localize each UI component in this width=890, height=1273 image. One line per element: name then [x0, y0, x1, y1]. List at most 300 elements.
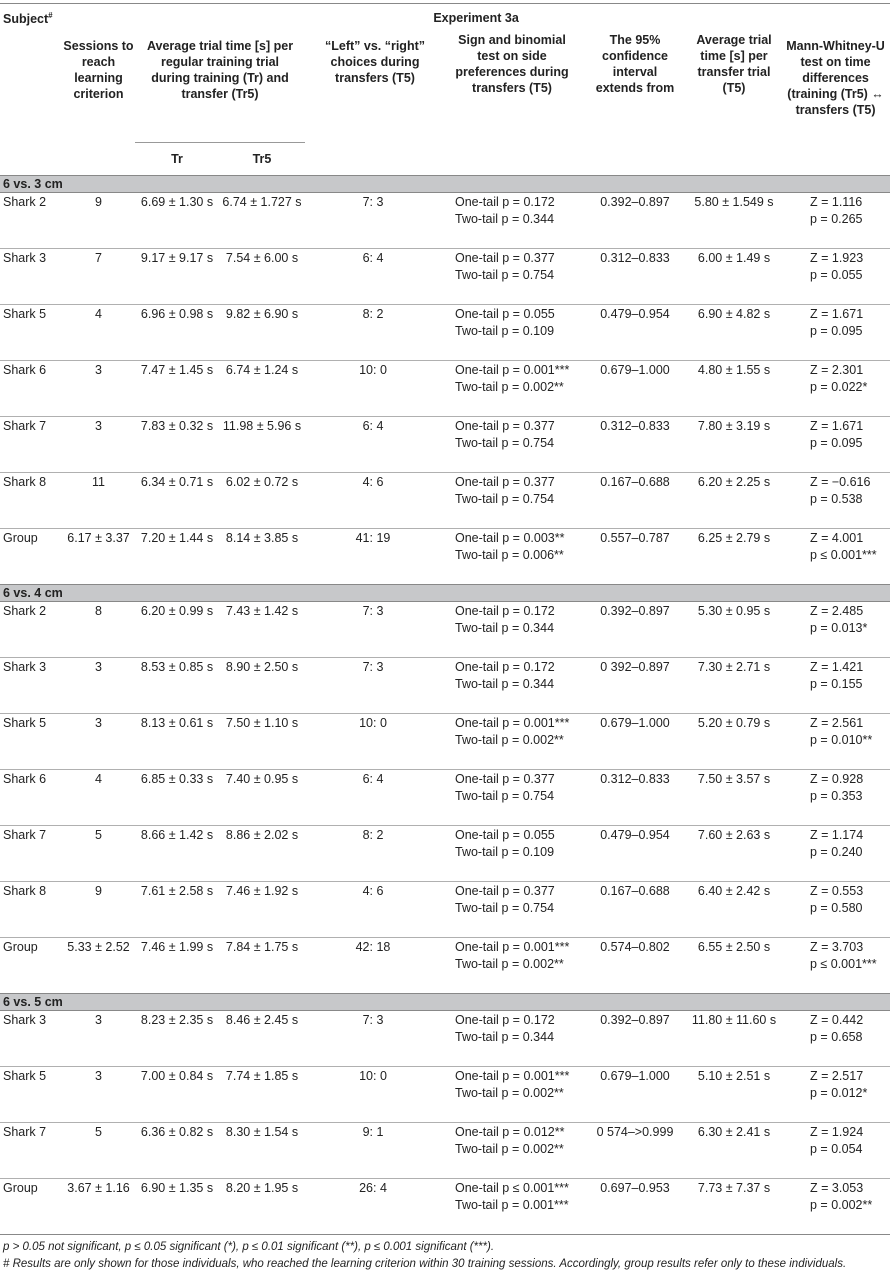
cell-text: 6.20 ± 0.99 s	[140, 604, 214, 618]
cell-text: 9: 1	[362, 1125, 384, 1139]
cell-text: 7.84 ± 1.75 s	[225, 940, 299, 954]
cell-tr5	[219, 305, 305, 361]
cell-mann-whitney	[781, 249, 890, 305]
cell-text: p ≤ 0.001***	[810, 957, 877, 971]
cell-text: 0.479–0.954	[600, 828, 670, 842]
subject-footnote: # Results are only shown for those individuals, who reached the learning criterion within 30 training sessions. Accordingly, group results refer only to these individuals.	[3, 1258, 847, 1270]
cell-text: Two-tail p = 0.002**	[455, 957, 564, 971]
cell-text: 8.14 ± 3.85 s	[225, 531, 299, 545]
cell-text: 7.60 ± 2.63 s	[697, 828, 771, 842]
cell-text: Z = 2.485	[810, 604, 864, 618]
cell-subject	[0, 305, 62, 361]
cell-left-right	[305, 1179, 441, 1235]
cell-mann-whitney	[781, 473, 890, 529]
cell-text: p = 0.095	[810, 436, 863, 450]
cell-text: Z = 1.421	[810, 660, 864, 674]
cell-confidence-interval	[583, 249, 687, 305]
cell-text: Shark 7	[3, 419, 47, 433]
cell-text: 7: 3	[362, 660, 384, 674]
cell-text: Two-tail p = 0.002**	[455, 1086, 564, 1100]
cell-text: 8.86 ± 2.02 s	[225, 828, 299, 842]
table-row	[0, 305, 890, 361]
cell-text: Z = 1.116	[810, 195, 863, 209]
cell-avg-transfer-time	[687, 1011, 781, 1067]
cell-text: 6.36 ± 0.82 s	[140, 1125, 214, 1139]
cell-avg-transfer-time	[687, 658, 781, 714]
cell-sign-test	[441, 361, 583, 417]
cell-text: One-tail p = 0.377	[455, 419, 555, 433]
cell-left-right	[305, 658, 441, 714]
cell-text: 0.574–0.802	[600, 940, 670, 954]
cell-text: 7.20 ± 1.44 s	[140, 531, 214, 545]
cell-text: p = 0.010**	[810, 733, 873, 747]
cell-left-right	[305, 1123, 441, 1179]
cell-sign-test	[441, 602, 583, 658]
cell-text: 7.40 ± 0.95 s	[225, 772, 299, 786]
cell-text: 7.00 ± 0.84 s	[140, 1069, 214, 1083]
cell-text: 6.90 ± 4.82 s	[697, 307, 771, 321]
cell-subject	[0, 658, 62, 714]
cell-mann-whitney	[781, 529, 890, 585]
cell-mann-whitney	[781, 417, 890, 473]
cell-mann-whitney	[781, 826, 890, 882]
cell-sessions	[62, 1179, 135, 1235]
cell-text: 3	[95, 1069, 102, 1083]
cell-confidence-interval	[583, 658, 687, 714]
cell-subject	[0, 602, 62, 658]
cell-text: 6.96 ± 0.98 s	[140, 307, 214, 321]
cell-sign-test	[441, 1011, 583, 1067]
cell-text: 6.74 ± 1.24 s	[225, 363, 299, 377]
cell-text: 0.697–0.953	[600, 1181, 670, 1195]
cell-text: 11.98 ± 5.96 s	[222, 419, 302, 433]
cell-subject	[0, 1179, 62, 1235]
col-avg-transfer-time: Average trial time [s] per transfer trial (T5)	[696, 33, 772, 95]
cell-tr5	[219, 714, 305, 770]
cell-avg-transfer-time	[687, 193, 781, 249]
cell-text: Two-tail p = 0.109	[455, 324, 555, 338]
cell-text: Z = 1.923	[810, 251, 864, 265]
cell-text: 8.13 ± 0.61 s	[140, 716, 214, 730]
cell-subject	[0, 938, 62, 994]
table-row	[0, 882, 890, 938]
cell-left-right	[305, 361, 441, 417]
cell-avg-transfer-time	[687, 1067, 781, 1123]
cell-left-right	[305, 529, 441, 585]
col-sign-binomial: Sign and binomial test on side preferences during transfers (T5)	[455, 33, 569, 95]
cell-text: Group	[3, 940, 38, 954]
cell-left-right	[305, 417, 441, 473]
cell-tr5	[219, 1011, 305, 1067]
cell-confidence-interval	[583, 361, 687, 417]
cell-text: 0 574–>0.999	[596, 1125, 674, 1139]
cell-sign-test	[441, 1067, 583, 1123]
cell-text: Z = 2.301	[810, 363, 864, 377]
cell-tr	[135, 473, 219, 529]
cell-text: 6: 4	[362, 419, 384, 433]
cell-text: 6.02 ± 0.72 s	[225, 475, 299, 489]
cell-tr	[135, 770, 219, 826]
cell-mann-whitney	[781, 1179, 890, 1235]
cell-text: 8.20 ± 1.95 s	[225, 1181, 299, 1195]
cell-avg-transfer-time	[687, 826, 781, 882]
cell-tr	[135, 1123, 219, 1179]
cell-tr	[135, 826, 219, 882]
cell-text: One-tail p = 0.377	[455, 251, 555, 265]
cell-text: Z = 0.553	[810, 884, 864, 898]
cell-text: 10: 0	[359, 363, 387, 377]
cell-text: Shark 7	[3, 1125, 47, 1139]
cell-text: Two-tail p = 0.002**	[455, 380, 564, 394]
cell-text: p = 0.054	[810, 1142, 863, 1156]
cell-text: 6.90 ± 1.35 s	[140, 1181, 214, 1195]
cell-text: Shark 8	[3, 475, 47, 489]
cell-text: Two-tail p = 0.754	[455, 901, 555, 915]
table-row	[0, 602, 890, 658]
cell-text: Shark 2	[3, 604, 47, 618]
cell-text: Two-tail p = 0.754	[455, 789, 555, 803]
cell-avg-transfer-time	[687, 770, 781, 826]
cell-text: One-tail p = 0.377	[455, 475, 555, 489]
cell-sessions	[62, 361, 135, 417]
cell-text: 9.82 ± 6.90 s	[225, 307, 299, 321]
cell-text: 7.46 ± 1.99 s	[140, 940, 214, 954]
cell-avg-transfer-time	[687, 1123, 781, 1179]
cell-text: 8.53 ± 0.85 s	[140, 660, 214, 674]
cell-mann-whitney	[781, 193, 890, 249]
cell-text: 7.50 ± 1.10 s	[225, 716, 299, 730]
cell-text: Shark 6	[3, 772, 47, 786]
cell-text: 0.557–0.787	[600, 531, 670, 545]
cell-sessions	[62, 602, 135, 658]
cell-tr	[135, 417, 219, 473]
cell-avg-transfer-time	[687, 938, 781, 994]
cell-text: 0.479–0.954	[600, 307, 670, 321]
cell-confidence-interval	[583, 602, 687, 658]
cell-text: 7.54 ± 6.00 s	[225, 251, 299, 265]
col-left-right: “Left” vs. “right” choices during transfers (T5)	[324, 39, 425, 85]
cell-text: 5.10 ± 2.51 s	[697, 1069, 771, 1083]
cell-text: One-tail p = 0.001***	[455, 1069, 570, 1083]
cell-subject	[0, 1011, 62, 1067]
cell-text: Two-tail p = 0.109	[455, 845, 555, 859]
cell-text: Shark 5	[3, 1069, 47, 1083]
cell-text: p = 0.353	[810, 789, 863, 803]
cell-text: 5.20 ± 0.79 s	[697, 716, 771, 730]
cell-text: 6.00 ± 1.49 s	[697, 251, 771, 265]
cell-text: 9	[95, 884, 102, 898]
cell-text: 4: 6	[362, 884, 384, 898]
cell-text: 6.17 ± 3.37	[67, 531, 130, 545]
cell-confidence-interval	[583, 1011, 687, 1067]
cell-text: Two-tail p = 0.754	[455, 268, 555, 282]
cell-mann-whitney	[781, 938, 890, 994]
cell-text: 26: 4	[359, 1181, 387, 1195]
table-row	[0, 1067, 890, 1123]
cell-text: 0.167–0.688	[600, 475, 670, 489]
cell-tr	[135, 193, 219, 249]
cell-mann-whitney	[781, 1123, 890, 1179]
cell-text: 8.23 ± 2.35 s	[140, 1013, 214, 1027]
cell-text: 8	[95, 604, 102, 618]
cell-sessions	[62, 1011, 135, 1067]
cell-text: 10: 0	[359, 716, 387, 730]
cell-avg-transfer-time	[687, 417, 781, 473]
table-row	[0, 529, 890, 585]
cell-text: p ≤ 0.001***	[810, 548, 877, 562]
cell-sessions	[62, 249, 135, 305]
cell-text: 0.679–1.000	[600, 1069, 670, 1083]
table-row	[0, 826, 890, 882]
cell-text: 5.33 ± 2.52	[67, 940, 130, 954]
table-row	[0, 1011, 890, 1067]
cell-text: One-tail p = 0.172	[455, 604, 555, 618]
cell-tr5	[219, 826, 305, 882]
cell-tr5	[219, 1179, 305, 1235]
cell-text: Group	[3, 531, 38, 545]
cell-text: 3	[95, 363, 102, 377]
cell-confidence-interval	[583, 826, 687, 882]
cell-text: 0.312–0.833	[600, 772, 670, 786]
cell-text: p = 0.538	[810, 492, 863, 506]
cell-mann-whitney	[781, 1067, 890, 1123]
cell-tr5	[219, 417, 305, 473]
cell-text: 6: 4	[362, 772, 384, 786]
cell-text: 6.25 ± 2.79 s	[697, 531, 771, 545]
table-row	[0, 938, 890, 994]
cell-text: p = 0.055	[810, 268, 863, 282]
cell-tr5	[219, 770, 305, 826]
cell-text: Shark 2	[3, 195, 47, 209]
table-row	[0, 658, 890, 714]
cell-text: 42: 18	[355, 940, 391, 954]
cell-text: 8: 2	[362, 828, 384, 842]
cell-text: Two-tail p = 0.001***	[455, 1198, 569, 1212]
cell-text: Shark 5	[3, 716, 47, 730]
cell-text: 6.40 ± 2.42 s	[697, 884, 771, 898]
cell-text: 41: 19	[355, 531, 391, 545]
cell-sign-test	[441, 305, 583, 361]
cell-text: Z = 0.928	[810, 772, 864, 786]
cell-text: 5	[95, 1125, 102, 1139]
cell-text: 0.167–0.688	[600, 884, 670, 898]
cell-tr	[135, 529, 219, 585]
cell-text: Shark 6	[3, 363, 47, 377]
cell-confidence-interval	[583, 882, 687, 938]
section-title: 6 vs. 4 cm	[0, 585, 890, 602]
table-row	[0, 1179, 890, 1235]
cell-text: 0.312–0.833	[600, 251, 670, 265]
cell-sign-test	[441, 417, 583, 473]
cell-sign-test	[441, 826, 583, 882]
cell-avg-transfer-time	[687, 473, 781, 529]
section-header-row	[0, 585, 890, 602]
cell-text: 3	[95, 716, 102, 730]
significance-footnote: p > 0.05 not significant, p ≤ 0.05 significant (*), p ≤ 0.01 significant (**), p ≤ 0.001 significant (***).	[3, 1241, 495, 1253]
cell-confidence-interval	[583, 473, 687, 529]
cell-text: 8.90 ± 2.50 s	[225, 660, 299, 674]
table-row	[0, 249, 890, 305]
cell-text: 6.30 ± 2.41 s	[697, 1125, 771, 1139]
cell-text: Shark 3	[3, 251, 47, 265]
cell-text: Two-tail p = 0.344	[455, 212, 555, 226]
cell-text: One-tail p = 0.172	[455, 195, 555, 209]
cell-text: p = 0.095	[810, 324, 863, 338]
cell-subject	[0, 1067, 62, 1123]
cell-confidence-interval	[583, 1179, 687, 1235]
cell-subject	[0, 529, 62, 585]
cell-text: Shark 5	[3, 307, 47, 321]
cell-text: Shark 8	[3, 884, 47, 898]
cell-text: 6.34 ± 0.71 s	[140, 475, 214, 489]
cell-sign-test	[441, 1179, 583, 1235]
table-row	[0, 714, 890, 770]
cell-tr5	[219, 249, 305, 305]
cell-text: Two-tail p = 0.344	[455, 621, 555, 635]
cell-text: 3	[95, 419, 102, 433]
cell-text: 8.30 ± 1.54 s	[225, 1125, 299, 1139]
cell-text: Z = 4.001	[810, 531, 864, 545]
cell-left-right	[305, 882, 441, 938]
cell-subject	[0, 714, 62, 770]
cell-subject	[0, 417, 62, 473]
cell-text: 7.43 ± 1.42 s	[225, 604, 299, 618]
cell-sessions	[62, 714, 135, 770]
table-row	[0, 473, 890, 529]
cell-confidence-interval	[583, 770, 687, 826]
col-mann-whitney: Mann-Whitney-U test on time differences (training (Tr5) ↔ transfers (T5)	[786, 39, 885, 117]
cell-mann-whitney	[781, 658, 890, 714]
cell-sessions	[62, 529, 135, 585]
cell-sign-test	[441, 882, 583, 938]
cell-subject	[0, 361, 62, 417]
cell-text: Z = 0.442	[810, 1013, 864, 1027]
cell-text: Z = 1.924	[810, 1125, 864, 1139]
cell-tr5	[219, 1067, 305, 1123]
cell-subject	[0, 882, 62, 938]
cell-text: One-tail p = 0.377	[455, 772, 555, 786]
experiment-title: Experiment 3a	[62, 4, 890, 33]
cell-left-right	[305, 770, 441, 826]
cell-text: p = 0.012*	[810, 1086, 868, 1100]
cell-avg-transfer-time	[687, 602, 781, 658]
cell-sessions	[62, 1067, 135, 1123]
cell-text: 0.679–1.000	[600, 716, 670, 730]
cell-text: p = 0.022*	[810, 380, 868, 394]
table-row	[0, 1123, 890, 1179]
cell-tr	[135, 361, 219, 417]
cell-text: 9.17 ± 9.17 s	[140, 251, 214, 265]
cell-text: 10: 0	[359, 1069, 387, 1083]
cell-text: 8.46 ± 2.45 s	[225, 1013, 299, 1027]
cell-confidence-interval	[583, 1067, 687, 1123]
cell-tr	[135, 938, 219, 994]
cell-tr5	[219, 938, 305, 994]
cell-tr	[135, 1179, 219, 1235]
cell-tr5	[219, 529, 305, 585]
cell-text: 7.46 ± 1.92 s	[225, 884, 299, 898]
cell-sign-test	[441, 1123, 583, 1179]
cell-tr5	[219, 193, 305, 249]
cell-text: 4	[95, 307, 102, 321]
cell-confidence-interval	[583, 714, 687, 770]
cell-text: Z = 1.671	[810, 307, 864, 321]
cell-text: 5.30 ± 0.95 s	[697, 604, 771, 618]
cell-text: 9	[95, 195, 102, 209]
cell-text: One-tail p = 0.172	[455, 1013, 555, 1027]
cell-text: 7.74 ± 1.85 s	[225, 1069, 299, 1083]
cell-text: 7: 3	[362, 195, 384, 209]
cell-sessions	[62, 305, 135, 361]
cell-text: 7.61 ± 2.58 s	[140, 884, 214, 898]
cell-text: Shark 3	[3, 1013, 47, 1027]
cell-mann-whitney	[781, 602, 890, 658]
cell-tr5	[219, 658, 305, 714]
cell-text: 8.66 ± 1.42 s	[140, 828, 214, 842]
cell-text: Z = −0.616	[810, 475, 871, 489]
section-title: 6 vs. 5 cm	[0, 994, 890, 1011]
cell-left-right	[305, 1011, 441, 1067]
cell-left-right	[305, 826, 441, 882]
cell-text: One-tail p = 0.001***	[455, 940, 570, 954]
cell-text: 0.312–0.833	[600, 419, 670, 433]
cell-text: Two-tail p = 0.754	[455, 436, 555, 450]
cell-confidence-interval	[583, 305, 687, 361]
cell-avg-transfer-time	[687, 714, 781, 770]
cell-text: p = 0.013*	[810, 621, 868, 635]
cell-left-right	[305, 473, 441, 529]
subcol-tr5: Tr5	[219, 143, 305, 176]
section-header-row	[0, 994, 890, 1011]
cell-tr5	[219, 361, 305, 417]
cell-text: Two-tail p = 0.754	[455, 492, 555, 506]
cell-text: One-tail p = 0.001***	[455, 363, 570, 377]
cell-text: 3	[95, 1013, 102, 1027]
cell-sessions	[62, 193, 135, 249]
cell-text: Z = 3.703	[810, 940, 864, 954]
cell-text: 0.392–0.897	[600, 1013, 670, 1027]
cell-text: Z = 3.053	[810, 1181, 864, 1195]
cell-sign-test	[441, 770, 583, 826]
cell-tr	[135, 1011, 219, 1067]
cell-text: One-tail p = 0.172	[455, 660, 555, 674]
cell-text: 0.679–1.000	[600, 363, 670, 377]
cell-text: 4.80 ± 1.55 s	[697, 363, 771, 377]
cell-confidence-interval	[583, 193, 687, 249]
cell-left-right	[305, 602, 441, 658]
cell-text: p = 0.240	[810, 845, 863, 859]
cell-text: 4: 6	[362, 475, 384, 489]
table-body	[0, 176, 890, 1235]
cell-sign-test	[441, 249, 583, 305]
cell-text: 7.80 ± 3.19 s	[697, 419, 771, 433]
cell-sign-test	[441, 193, 583, 249]
cell-text: 6.20 ± 2.25 s	[697, 475, 771, 489]
cell-text: 6: 4	[362, 251, 384, 265]
cell-avg-transfer-time	[687, 882, 781, 938]
table-row	[0, 417, 890, 473]
cell-mann-whitney	[781, 714, 890, 770]
cell-tr5	[219, 882, 305, 938]
cell-tr	[135, 882, 219, 938]
table-row	[0, 193, 890, 249]
cell-text: 6.74 ± 1.727 s	[222, 195, 302, 209]
cell-avg-transfer-time	[687, 305, 781, 361]
cell-avg-transfer-time	[687, 529, 781, 585]
cell-text: 7.50 ± 3.57 s	[697, 772, 771, 786]
cell-text: 7: 3	[362, 1013, 384, 1027]
cell-left-right	[305, 305, 441, 361]
